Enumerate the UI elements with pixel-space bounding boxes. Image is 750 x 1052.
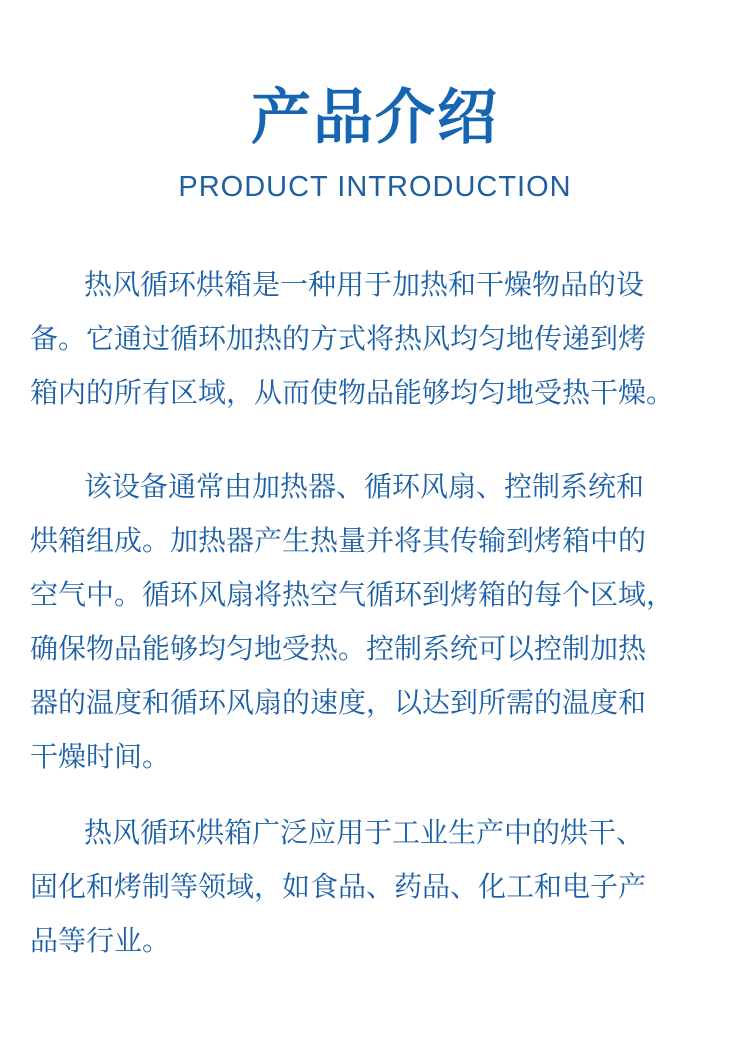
paragraph-line: 热风循环烘箱是一种用于加热和干燥物品的设 — [84, 268, 645, 301]
paragraph-line: 烘箱组成。加热器产生热量并将其传输到烤箱中的 — [30, 524, 647, 557]
paragraph-line: 确保物品能够均匀地受热。控制系统可以控制加热 — [30, 632, 647, 665]
paragraph-line: 干燥时间。 — [30, 740, 171, 773]
page-title: 产品介绍 — [251, 83, 499, 153]
intro-paragraph-2 — [30, 460, 730, 784]
paragraph-line: 热风循环烘箱广泛应用于工业生产中的烘干、 — [84, 816, 645, 849]
paragraph-line: 该设备通常由加热器、循环风扇、控制系统和 — [84, 470, 645, 503]
intro-paragraph-1 — [30, 258, 730, 420]
paragraph-line: 箱内的所有区域，从而使物品能够均匀地受热干燥。 — [30, 376, 675, 409]
paragraph-line: 空气中。循环风扇将热空气循环到烤箱的每个区域， — [30, 578, 675, 611]
paragraph-line: 器的温度和循环风扇的速度，以达到所需的温度和 — [30, 686, 647, 719]
paragraph-line: 备。它通过循环加热的方式将热风均匀地传递到烤 — [30, 322, 647, 355]
intro-paragraph-3 — [30, 806, 730, 968]
paragraph-line: 品等行业。 — [30, 924, 171, 957]
paragraph-line: 固化和烤制等领域，如食品、药品、化工和电子产 — [30, 870, 647, 903]
page-subtitle: PRODUCT INTRODUCTION — [178, 171, 572, 203]
